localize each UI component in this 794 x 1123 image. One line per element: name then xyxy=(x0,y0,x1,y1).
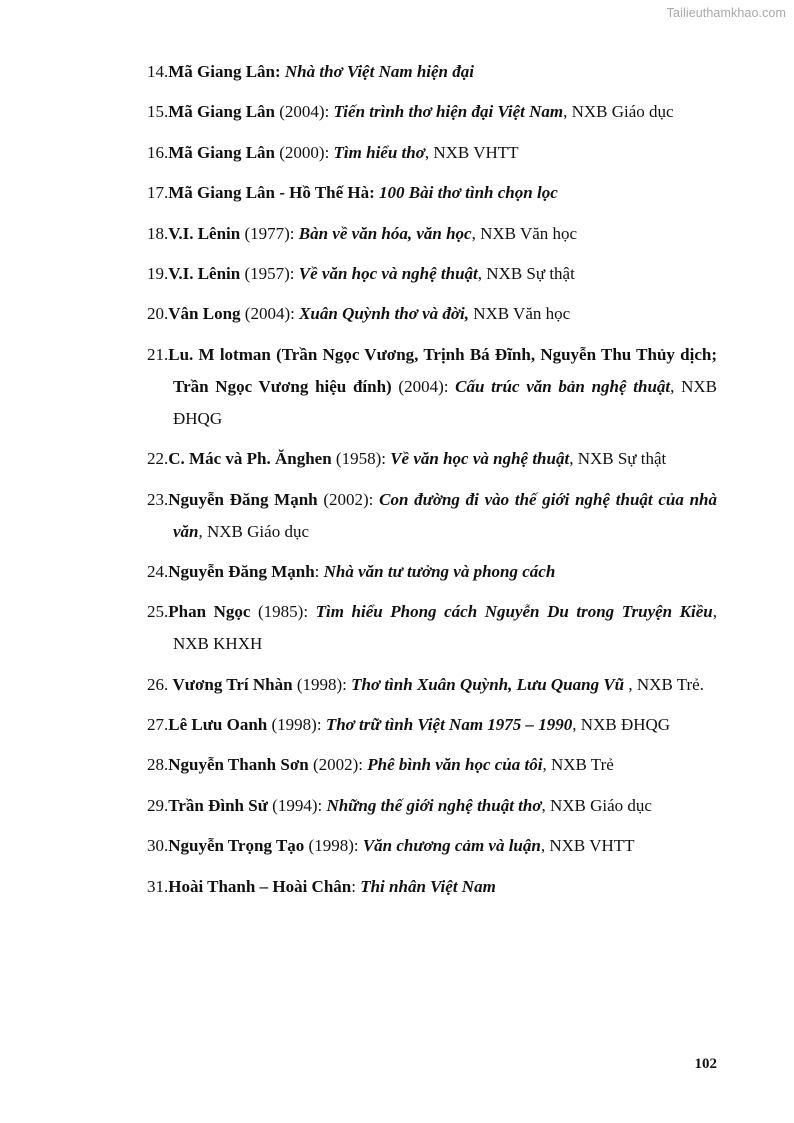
reference-year: (1958): xyxy=(331,449,391,469)
reference-publisher: , NXB ĐHQG xyxy=(572,715,671,735)
reference-publisher: , NXB Sự thật xyxy=(569,449,667,469)
reference-title: Thi nhân Việt Nam xyxy=(360,876,496,896)
reference-item xyxy=(147,709,717,741)
reference-author: C. Mác và Ph. Ănghen xyxy=(168,449,332,469)
reference-year: (1985): xyxy=(250,602,316,622)
reference-publisher: NXB Văn học xyxy=(468,304,571,324)
reference-number: 27. xyxy=(147,715,169,735)
reference-item xyxy=(147,258,717,290)
reference-number: 19. xyxy=(147,263,169,283)
reference-author: Lê Lưu Oanh xyxy=(168,715,268,735)
reference-year: : xyxy=(314,561,324,581)
reference-item xyxy=(147,443,717,475)
reference-item xyxy=(147,484,717,548)
reference-item xyxy=(147,56,717,88)
reference-publisher: , NXB KHXH xyxy=(173,602,717,654)
reference-title: Nhà thơ Việt Nam hiện đại xyxy=(284,62,474,81)
reference-publisher: , NXB Văn học xyxy=(471,223,578,243)
watermark: Tailieuthamkhao.com xyxy=(666,6,786,20)
reference-title: Con đường đi vào thế giới nghệ thuật của nhà văn xyxy=(173,489,717,541)
reference-number: 17. xyxy=(147,183,169,203)
reference-author: Nguyễn Đăng Mạnh xyxy=(168,561,315,581)
reference-author: Hoài Thanh – Hoài Chân xyxy=(168,876,352,896)
reference-item xyxy=(147,339,717,435)
reference-title: Về văn học và nghệ thuật xyxy=(390,449,570,469)
reference-title: Thơ trữ tình Việt Nam 1975 – 1990 xyxy=(325,715,573,735)
reference-publisher: , NXB Trẻ xyxy=(542,755,614,775)
reference-year: (1998): xyxy=(267,715,326,735)
reference-author: Mã Giang Lân xyxy=(168,142,275,162)
reference-author: Vương Trí Nhàn xyxy=(172,674,293,694)
reference-title: Thơ tình Xuân Quỳnh, Lưu Quang Vũ xyxy=(351,674,625,694)
reference-author: Mã Giang Lân: xyxy=(168,62,281,81)
reference-list xyxy=(147,56,717,911)
reference-item xyxy=(147,177,717,209)
reference-item xyxy=(147,556,717,588)
reference-number: 29. xyxy=(147,795,169,815)
reference-item xyxy=(147,749,717,781)
reference-year: (2004): xyxy=(275,102,334,122)
reference-year: (2004): xyxy=(240,304,300,324)
reference-author: Phan Ngọc xyxy=(168,602,251,622)
reference-title: 100 Bài thơ tình chọn lọc xyxy=(379,183,558,203)
reference-title: Văn chương cảm và luận xyxy=(362,836,541,856)
reference-author: Mã Giang Lân xyxy=(168,102,275,122)
reference-item xyxy=(147,298,717,330)
reference-item xyxy=(147,96,717,128)
reference-title: Tiến trình thơ hiện đại Việt Nam xyxy=(333,102,564,122)
reference-year: : xyxy=(351,876,361,896)
reference-number: 30. xyxy=(147,836,169,856)
reference-year: (1957): xyxy=(240,263,299,283)
reference-publisher: , NXB ĐHQG xyxy=(173,376,717,428)
reference-author: Nguyễn Thanh Sơn xyxy=(168,755,309,775)
reference-item xyxy=(147,596,717,660)
reference-author: V.I. Lênin xyxy=(168,263,241,283)
reference-number: 22. xyxy=(147,449,169,469)
reference-publisher: , NXB Giáo dục xyxy=(563,102,674,122)
reference-year: (2002): xyxy=(308,755,368,775)
reference-number: 21. xyxy=(147,344,169,364)
reference-publisher: , NXB VHTT xyxy=(540,836,635,856)
reference-publisher: , NXB Trẻ. xyxy=(624,674,704,694)
reference-year: (2000): xyxy=(275,142,334,162)
reference-year: (1998): xyxy=(292,674,352,694)
reference-author: Trần Đình Sử xyxy=(168,795,268,815)
reference-publisher: , NXB Giáo dục xyxy=(198,521,309,541)
reference-year: (2002): xyxy=(317,489,380,509)
reference-author: Lu. M lotman (Trần Ngọc Vương, Trịnh Bá Đĩnh, Nguyễn Thu Thủy dịch; Trần Ngọc Vương hiệu đính) xyxy=(168,344,717,396)
reference-author: Nguyễn Trọng Tạo xyxy=(168,836,305,856)
reference-author: V.I. Lênin xyxy=(168,223,241,243)
reference-number: 20. xyxy=(147,304,169,324)
reference-item xyxy=(147,790,717,822)
reference-title: Xuân Quỳnh thơ và đời, xyxy=(299,304,469,324)
reference-item xyxy=(147,830,717,862)
reference-title: Phê bình văn học của tôi xyxy=(367,755,543,775)
reference-number: 14. xyxy=(147,62,169,81)
reference-item xyxy=(147,871,717,903)
reference-author: Mã Giang Lân - Hồ Thế Hà: xyxy=(168,183,375,203)
reference-title: Về văn học và nghệ thuật xyxy=(298,263,478,283)
reference-number: 18. xyxy=(147,223,169,243)
reference-author: Vân Long xyxy=(168,304,241,324)
reference-title: Cấu trúc văn bản nghệ thuật xyxy=(455,376,671,396)
reference-author: Nguyễn Đăng Mạnh xyxy=(168,489,318,509)
reference-title: Nhà văn tư tưởng và phong cách xyxy=(323,561,556,581)
reference-publisher: , NXB Giáo dục xyxy=(541,795,652,815)
reference-number: 28. xyxy=(147,755,169,775)
reference-title: Tìm hiểu thơ xyxy=(333,142,425,162)
reference-number: 24. xyxy=(147,561,169,581)
reference-publisher: , NXB VHTT xyxy=(424,142,519,162)
reference-item xyxy=(147,137,717,169)
reference-number: 15. xyxy=(147,102,169,122)
reference-publisher: , NXB Sự thật xyxy=(477,263,575,283)
reference-title: Những thế giới nghệ thuật thơ xyxy=(326,795,542,815)
reference-number: 31. xyxy=(147,876,169,896)
reference-number: 26. xyxy=(147,674,173,694)
reference-year: (2004): xyxy=(391,376,456,396)
reference-number: 23. xyxy=(147,489,169,509)
reference-number: 16. xyxy=(147,142,169,162)
reference-title: Tìm hiểu Phong cách Nguyễn Du trong Truyện Kiều xyxy=(315,602,713,622)
reference-year: (1998): xyxy=(304,836,363,856)
reference-item xyxy=(147,218,717,250)
reference-title: Bàn về văn hóa, văn học xyxy=(298,223,472,243)
reference-number: 25. xyxy=(147,602,169,622)
reference-item xyxy=(147,669,717,701)
reference-year: (1977): xyxy=(240,223,299,243)
reference-year: (1994): xyxy=(267,795,327,815)
page-number: 102 xyxy=(694,1056,717,1072)
